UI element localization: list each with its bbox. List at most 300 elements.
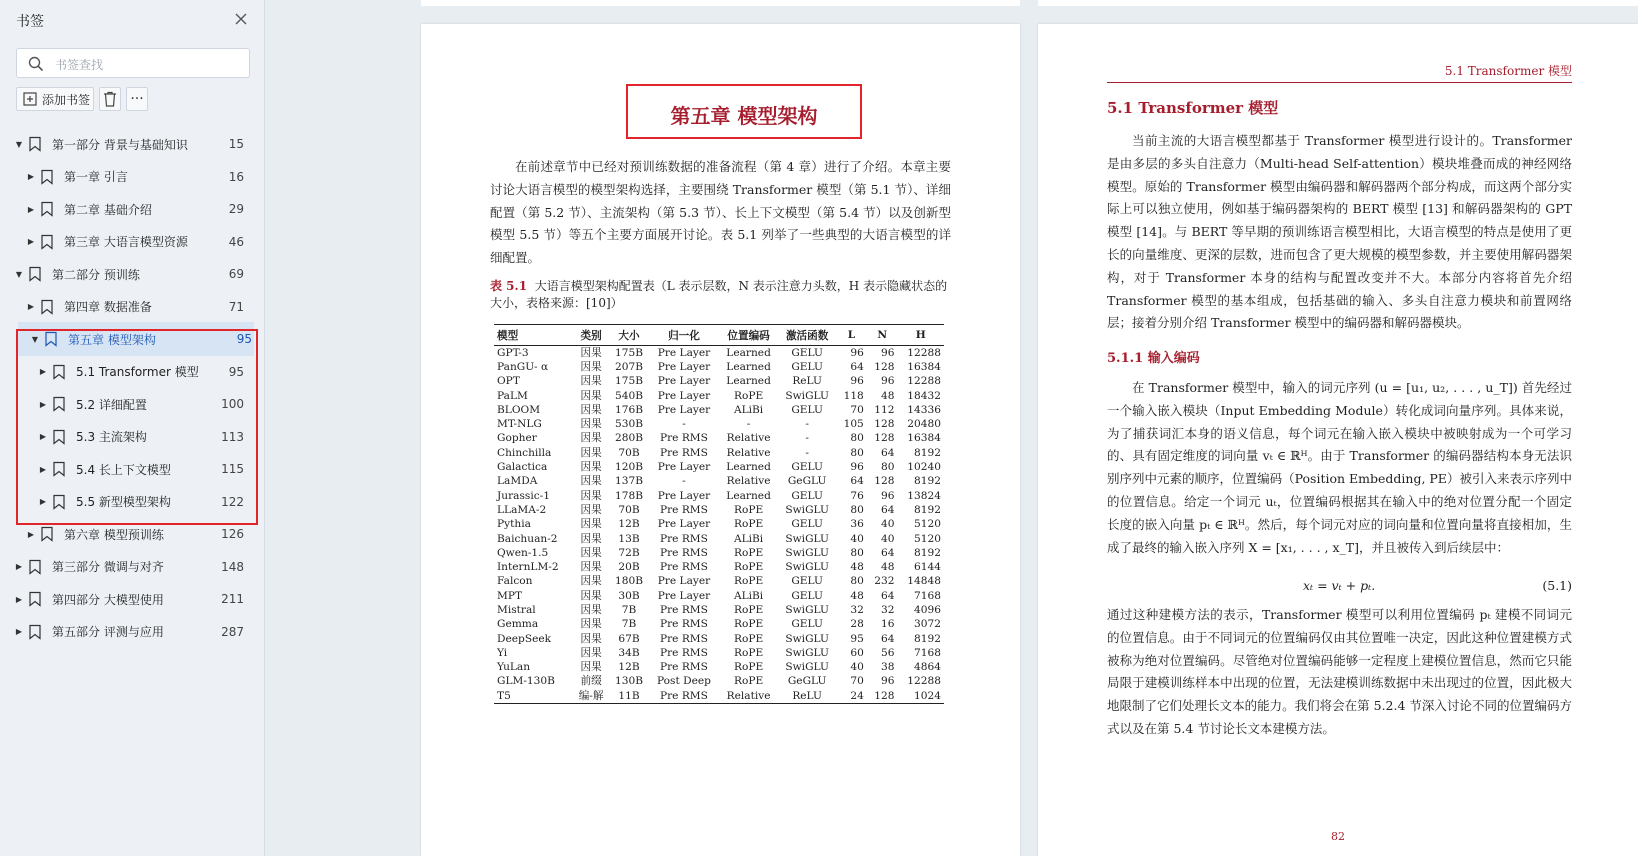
table-cell: 80 bbox=[850, 432, 864, 445]
table-cell: Pre Layer bbox=[657, 575, 711, 588]
table-cell: GeGLU bbox=[787, 475, 827, 488]
table-cell: ReLU bbox=[792, 375, 822, 388]
table-cell: 128 bbox=[874, 360, 895, 373]
previous-page-edge-left bbox=[421, 0, 1020, 6]
bookmark-icon bbox=[28, 266, 42, 282]
table-cell: MPT bbox=[497, 589, 523, 602]
table-cell: 因果 bbox=[580, 475, 602, 488]
table-cell: 因果 bbox=[580, 403, 602, 416]
table-cell: PaLM bbox=[497, 389, 528, 402]
table-cell: 96 bbox=[881, 375, 895, 388]
table-label: 表 5.1 bbox=[490, 279, 528, 293]
table-column-header: L bbox=[836, 325, 867, 346]
pdf-page-right bbox=[1038, 24, 1638, 856]
table-cell: Learned bbox=[726, 461, 771, 474]
table-cell: Pre Layer bbox=[657, 461, 711, 474]
table-cell: 38 bbox=[881, 661, 895, 674]
table-cell: 7B bbox=[621, 603, 637, 616]
table-cell: 1024 bbox=[898, 689, 945, 704]
table-cell: SwiGLU bbox=[785, 632, 829, 645]
table-cell: Chinchilla bbox=[497, 446, 552, 459]
table-cell: 16384 bbox=[907, 360, 941, 373]
search-placeholder: 书签查找 bbox=[55, 58, 104, 72]
table-column-header: 归一化 bbox=[649, 325, 719, 346]
table-cell: Pre Layer bbox=[657, 589, 711, 602]
bookmark-label: 第四章 数据准备 bbox=[64, 300, 152, 314]
section-paragraph-3: 通过这种建模方法的表示，Transformer 模型可以利用位置编码 pₜ 建模不同词元的位置信息。由于不同词元的位置编码仅由其位置唯一决定，因此这种位置建模方式被称为绝对位置编码。尽管绝对位置编码能够一定程度上建模位置信息，然而它只能局限于建模训练样本中出现的位置，无法建模训练数据中未出现过的位置，因此极大地限制了它们处理长文本的能力。我们将会在第 5.2.4 节深入讨论不同的位置编码方式以及在第 5.4 节讨论长文本建模方法。 bbox=[1107, 607, 1572, 736]
table-row bbox=[494, 446, 944, 460]
table-cell: 因果 bbox=[580, 646, 602, 659]
expand-arrow-icon[interactable]: ▶ bbox=[27, 529, 35, 539]
table-row bbox=[494, 560, 944, 574]
table-cell: Pre RMS bbox=[659, 561, 708, 574]
table-cell: - bbox=[682, 418, 686, 431]
table-cell: 36 bbox=[850, 518, 864, 531]
table-cell: Learned bbox=[726, 360, 771, 373]
table-row bbox=[494, 346, 944, 361]
bookmark-icon bbox=[52, 429, 66, 445]
bookmark-icon bbox=[52, 494, 66, 510]
table-cell: GLM-130B bbox=[497, 675, 555, 688]
more-options-button[interactable] bbox=[126, 87, 148, 111]
bookmark-item[interactable] bbox=[18, 322, 254, 356]
bookmark-item[interactable] bbox=[0, 290, 264, 324]
bookmark-icon bbox=[40, 234, 54, 250]
table-cell: 因果 bbox=[580, 632, 602, 645]
bookmark-search-input[interactable] bbox=[16, 48, 250, 78]
table-cell: 7B bbox=[621, 618, 637, 631]
bookmark-page-number: 148 bbox=[221, 559, 244, 574]
table-cell: 因果 bbox=[580, 346, 602, 359]
table-column-header: H bbox=[898, 325, 945, 346]
table-cell: RoPE bbox=[733, 575, 764, 588]
expand-arrow-icon[interactable]: ▶ bbox=[39, 464, 47, 474]
table-cell: 因果 bbox=[580, 389, 602, 402]
table-cell: RoPE bbox=[733, 675, 764, 688]
bookmark-icon bbox=[40, 526, 54, 542]
table-cell: LaMDA bbox=[497, 475, 538, 488]
section-paragraph-1: 当前主流的大语言模型都基于 Transformer 模型进行设计的。Transformer 是由多层的多头自注意力（Multi-head Self-attention）模块堆叠而成的神经网络模型。原始的 Transformer 模型由编码器和解码器两个部分构成，而这两个部分实际上可以独立使用，例如基于编码器架构的 BERT 模型 [13] 和解码器架构的 GPT 模型 [14]。与 BERT 等早期的预训练语言模型相比，大语言模型的特点是使用了更长的向量维度、更深的层数，进而包含了更大规模的模型参数，并主要使用解码器架构，对于 Transformer 本身的结构与配置改变并不大。本部分内容将首先介绍 Transformer 模型的基本组成，包括基础的输入、多头自注意力模块和前置网络层；接着分别介绍 Transformer 模型中的编码器和解码器模块。 bbox=[1107, 133, 1572, 331]
table-column-header: 模型 bbox=[494, 325, 573, 346]
table-cell: 3072 bbox=[914, 618, 941, 631]
table-cell: 120B bbox=[614, 461, 643, 474]
table-cell: 48 bbox=[850, 561, 864, 574]
table-cell: 128 bbox=[867, 689, 898, 704]
expand-arrow-icon[interactable]: ▶ bbox=[15, 627, 23, 636]
table-cell: 12B bbox=[618, 661, 640, 674]
table-cell: 因果 bbox=[580, 489, 602, 502]
table-cell: 48 bbox=[850, 589, 864, 602]
table-cell: 因果 bbox=[580, 618, 602, 631]
table-cell: 60 bbox=[850, 646, 864, 659]
table-cell: 24 bbox=[836, 689, 867, 704]
table-cell: 112 bbox=[874, 403, 895, 416]
table-cell: 13B bbox=[618, 532, 640, 545]
table-cell: 8192 bbox=[914, 503, 941, 516]
table-column-header: N bbox=[867, 325, 898, 346]
table-row bbox=[494, 589, 944, 603]
table-cell: 因果 bbox=[580, 418, 602, 431]
bookmark-icon bbox=[52, 461, 66, 477]
table-cell: 96 bbox=[850, 375, 864, 388]
bookmark-label: 5.5 新型模型架构 bbox=[76, 495, 171, 509]
table-cell: MT-NLG bbox=[497, 418, 542, 431]
previous-page-edge-right bbox=[1038, 0, 1638, 6]
table-cell: 96 bbox=[881, 489, 895, 502]
bookmark-item[interactable] bbox=[0, 550, 264, 584]
chapter-intro: 在前述章节中已经对预训练数据的准备流程（第 4 章）进行了介绍。本章主要讨论大语言模型的模型架构选择，主要围绕 Transformer 模型（第 5.1 节）、详细配置（第 5.2 节）、主流架构（第 5.3 节）、长上下文模型（第 5.4 节）以及创新型模型 5.5 节）等五个主要方面展开讨论。表 5.1 列举了一些典型的大语言模型的详细配置。 bbox=[490, 159, 951, 266]
table-cell: RoPE bbox=[733, 561, 764, 574]
table-cell: 70B bbox=[618, 503, 640, 516]
table-cell: Pre RMS bbox=[659, 661, 708, 674]
table-cell: 5120 bbox=[914, 518, 941, 531]
table-cell: RoPE bbox=[733, 632, 764, 645]
table-cell: BLOOM bbox=[497, 403, 541, 416]
table-cell: - bbox=[805, 446, 809, 459]
table-cell: Relative bbox=[726, 432, 771, 445]
table-cell: 96 bbox=[850, 461, 864, 474]
expand-arrow-icon[interactable]: ▶ bbox=[27, 302, 35, 311]
bookmark-label: 5.3 主流架构 bbox=[76, 430, 147, 444]
table-cell: 6144 bbox=[914, 561, 941, 574]
table-cell: RoPE bbox=[733, 389, 764, 402]
table-cell: SwiGLU bbox=[785, 603, 829, 616]
table-cell: 11B bbox=[609, 689, 649, 704]
table-cell: Mistral bbox=[497, 603, 536, 616]
bookmark-item[interactable] bbox=[0, 257, 264, 291]
chapter-title: 第五章 模型架构 bbox=[670, 104, 818, 128]
bookmark-item[interactable] bbox=[0, 452, 264, 486]
table-row bbox=[494, 460, 944, 474]
table-caption bbox=[490, 278, 951, 312]
bookmark-item[interactable] bbox=[0, 485, 264, 519]
bookmark-icon bbox=[40, 201, 54, 217]
collapse-arrow-icon[interactable]: ▼ bbox=[15, 139, 23, 149]
table-cell: 48 bbox=[881, 389, 895, 402]
table-row bbox=[494, 575, 944, 589]
table-cell: 因果 bbox=[580, 503, 602, 516]
table-row bbox=[494, 503, 944, 517]
table-row bbox=[494, 661, 944, 675]
bookmark-item[interactable] bbox=[0, 127, 264, 161]
table-cell: 因果 bbox=[580, 532, 602, 545]
table-cell: GELU bbox=[791, 618, 823, 631]
table-cell: 4096 bbox=[914, 603, 941, 616]
table-cell: SwiGLU bbox=[785, 661, 829, 674]
table-cell: Pythia bbox=[497, 518, 531, 531]
bookmark-item[interactable] bbox=[0, 355, 264, 389]
expand-arrow-icon[interactable]: ▶ bbox=[39, 399, 47, 409]
table-cell: 16384 bbox=[907, 432, 941, 445]
table-cell: RoPE bbox=[733, 661, 764, 674]
table-cell: 96 bbox=[850, 346, 864, 359]
table-cell: 80 bbox=[850, 503, 864, 516]
table-cell: 232 bbox=[874, 575, 895, 588]
table-cell: 175B bbox=[614, 346, 643, 359]
table-row bbox=[494, 689, 944, 704]
table-cell: 12B bbox=[618, 518, 640, 531]
table-cell: 96 bbox=[881, 346, 895, 359]
table-cell: 137B bbox=[614, 475, 643, 488]
bookmark-label: 第五章 模型架构 bbox=[68, 332, 156, 347]
table-column-header: 激活函数 bbox=[778, 325, 836, 346]
table-cell: Qwen-1.5 bbox=[497, 546, 549, 559]
table-cell: 8192 bbox=[914, 546, 941, 559]
table-cell: Galactica bbox=[497, 461, 548, 474]
bookmark-item[interactable] bbox=[0, 192, 264, 226]
table-cell: Pre RMS bbox=[659, 503, 708, 516]
table-cell: SwiGLU bbox=[785, 561, 829, 574]
equation-number: (5.1) bbox=[1542, 578, 1572, 593]
bookmark-icon bbox=[40, 169, 54, 185]
running-head: 5.1 Transformer 模型 bbox=[1107, 62, 1572, 83]
trash-icon bbox=[103, 91, 117, 107]
bookmark-page-number: 122 bbox=[221, 494, 244, 509]
table-cell: 130B bbox=[614, 675, 643, 688]
table-cell: RoPE bbox=[733, 518, 764, 531]
bookmark-page-number: 113 bbox=[221, 429, 244, 444]
table-cell: 因果 bbox=[580, 603, 602, 616]
table-cell: Pre RMS bbox=[659, 446, 708, 459]
table-cell: 5120 bbox=[914, 532, 941, 545]
table-cell: GELU bbox=[791, 461, 823, 474]
table-cell: 64 bbox=[881, 503, 895, 516]
table-cell: Pre RMS bbox=[659, 546, 708, 559]
table-cell: 207B bbox=[614, 360, 643, 373]
table-cell: 180B bbox=[614, 575, 643, 588]
collapse-arrow-icon[interactable]: ▼ bbox=[15, 269, 23, 279]
table-cell: Relative bbox=[726, 446, 771, 459]
table-cell: 280B bbox=[614, 432, 643, 445]
table-cell: Pre RMS bbox=[659, 618, 708, 631]
table-cell: Pre Layer bbox=[657, 389, 711, 402]
pdf-page-left bbox=[421, 24, 1020, 856]
table-cell: Pre RMS bbox=[659, 432, 708, 445]
expand-arrow-icon[interactable]: ▶ bbox=[39, 367, 47, 376]
bookmark-icon bbox=[28, 591, 42, 607]
more-icon: ··· bbox=[130, 91, 144, 107]
table-cell: 64 bbox=[881, 589, 895, 602]
table-row bbox=[494, 360, 944, 374]
bookmark-item[interactable] bbox=[0, 517, 264, 551]
table-row bbox=[494, 632, 944, 646]
table-cell: T5 bbox=[494, 689, 573, 704]
table-cell: SwiGLU bbox=[785, 503, 829, 516]
table-cell: SwiGLU bbox=[785, 546, 829, 559]
table-cell: SwiGLU bbox=[785, 532, 829, 545]
add-bookmark-button[interactable] bbox=[16, 87, 94, 111]
bookmark-icon bbox=[28, 624, 42, 640]
table-cell: 80 bbox=[850, 575, 864, 588]
bookmark-label: 5.4 长上下文模型 bbox=[76, 462, 171, 477]
table-cell: 128 bbox=[874, 475, 895, 488]
table-cell: 13824 bbox=[907, 489, 941, 502]
table-cell: LLaMA-2 bbox=[497, 503, 547, 516]
table-cell: 前缀 bbox=[580, 675, 602, 688]
table-cell: GELU bbox=[791, 518, 823, 531]
table-cell: - bbox=[805, 418, 809, 431]
bookmark-label: 第三章 大语言模型资源 bbox=[64, 235, 188, 249]
bookmark-item[interactable] bbox=[0, 582, 264, 616]
table-cell: 64 bbox=[881, 446, 895, 459]
table-row bbox=[494, 403, 944, 417]
table-row bbox=[494, 675, 944, 689]
table-cell: 28 bbox=[850, 618, 864, 631]
expand-arrow-icon[interactable]: ▶ bbox=[39, 432, 47, 441]
table-cell: 128 bbox=[874, 418, 895, 431]
bookmark-label: 5.2 详细配置 bbox=[76, 397, 147, 412]
table-cell: 118 bbox=[843, 389, 864, 402]
add-bookmark-label: 添加书签 bbox=[42, 92, 91, 107]
table-row bbox=[494, 389, 944, 403]
bookmark-label: 5.1 Transformer 模型 bbox=[76, 365, 199, 379]
table-cell: - bbox=[682, 475, 686, 488]
bookmark-icon bbox=[44, 331, 58, 347]
bookmark-item[interactable] bbox=[0, 420, 264, 454]
close-icon[interactable] bbox=[232, 10, 250, 28]
expand-arrow-icon[interactable]: ▶ bbox=[27, 204, 35, 214]
bookmark-label: 第二章 基础介绍 bbox=[64, 202, 152, 217]
table-cell: 20B bbox=[618, 561, 640, 574]
bookmark-page-number: 211 bbox=[221, 592, 244, 606]
table-cell: 32 bbox=[881, 603, 895, 616]
table-cell: Pre RMS bbox=[659, 646, 708, 659]
bookmark-label: 第一部分 背景与基础知识 bbox=[52, 137, 188, 152]
table-cell: Relative bbox=[719, 689, 778, 704]
bookmark-label: 第三部分 微调与对齐 bbox=[52, 560, 164, 574]
bookmark-item[interactable] bbox=[0, 160, 264, 194]
table-caption-text: 大语言模型架构配置表（L 表示层数，N 表示注意力头数，H 表示隐藏状态的大小，表格来源：[10]） bbox=[490, 279, 948, 310]
expand-arrow-icon[interactable]: ▶ bbox=[15, 594, 23, 604]
table-cell: 10240 bbox=[907, 461, 941, 474]
table-column-header: 大小 bbox=[609, 325, 649, 346]
table-cell: Falcon bbox=[497, 575, 533, 588]
table-cell: 因果 bbox=[580, 375, 602, 388]
expand-arrow-icon[interactable]: ▶ bbox=[39, 497, 47, 506]
expand-arrow-icon[interactable]: ▶ bbox=[27, 172, 35, 181]
table-cell: GELU bbox=[791, 489, 823, 502]
bookmark-page-number: 287 bbox=[221, 624, 244, 639]
table-cell: 530B bbox=[614, 418, 643, 431]
bookmark-icon bbox=[52, 396, 66, 412]
table-cell: 64 bbox=[881, 632, 895, 645]
table-cell: 因果 bbox=[580, 360, 602, 373]
table-cell: - bbox=[805, 432, 809, 445]
table-cell: 95 bbox=[850, 632, 864, 645]
table-cell: 34B bbox=[618, 646, 640, 659]
expand-arrow-icon[interactable]: ▶ bbox=[27, 237, 35, 246]
table-cell: Pre Layer bbox=[657, 375, 711, 388]
table-cell: Pre RMS bbox=[649, 689, 719, 704]
table-cell: 因果 bbox=[580, 561, 602, 574]
table-cell: GPT-3 bbox=[497, 346, 529, 359]
table-cell: Pre RMS bbox=[659, 603, 708, 616]
bookmark-page-number: 95 bbox=[236, 332, 252, 346]
table-row bbox=[494, 618, 944, 632]
table-row bbox=[494, 432, 944, 446]
table-cell: 因果 bbox=[580, 546, 602, 559]
table-row bbox=[494, 489, 944, 503]
table-cell: RoPE bbox=[733, 546, 764, 559]
table-cell: 8192 bbox=[914, 475, 941, 488]
table-cell: 56 bbox=[881, 646, 895, 659]
table-cell: 64 bbox=[881, 546, 895, 559]
bookmark-panel bbox=[0, 0, 265, 856]
table-row bbox=[494, 646, 944, 660]
bookmark-item[interactable] bbox=[0, 615, 264, 649]
table-cell: 因果 bbox=[580, 461, 602, 474]
table-cell: - bbox=[746, 418, 751, 431]
table-cell: GeGLU bbox=[787, 675, 827, 688]
table-cell: 12288 bbox=[907, 375, 941, 388]
table-cell: RoPE bbox=[733, 503, 764, 516]
bookmark-page-number: 95 bbox=[228, 364, 244, 379]
table-cell: 14848 bbox=[907, 575, 941, 588]
table-cell: ALiBi bbox=[733, 403, 764, 416]
table-cell: 12288 bbox=[907, 346, 941, 359]
table-cell: 因果 bbox=[580, 661, 602, 674]
table-column-header: 类别 bbox=[573, 325, 609, 346]
bookmark-page-number: 100 bbox=[221, 397, 244, 411]
panel-title: 书签 bbox=[16, 14, 44, 30]
bookmark-label: 第五部分 评测与应用 bbox=[52, 625, 164, 639]
subsection-title: 5.1.1 输入编码 bbox=[1107, 351, 1200, 366]
table-cell: 80 bbox=[850, 446, 864, 459]
table-cell: OPT bbox=[497, 375, 520, 388]
bookmark-item[interactable] bbox=[0, 225, 264, 259]
table-cell: Pre Layer bbox=[657, 360, 711, 373]
search-icon bbox=[27, 55, 45, 73]
table-cell: Learned bbox=[726, 375, 771, 388]
add-bookmark-icon bbox=[22, 91, 38, 107]
bookmark-page-number: 69 bbox=[228, 267, 244, 281]
bookmark-icon bbox=[28, 136, 42, 152]
table-cell: 7168 bbox=[914, 646, 941, 659]
expand-arrow-icon[interactable]: ▶ bbox=[15, 562, 23, 571]
bookmark-page-number: 16 bbox=[228, 169, 244, 184]
section-paragraph-2: 在 Transformer 模型中，输入的词元序列 (u = [u₁, u₂, . . . , u_T]) 首先经过一个输入嵌入模块（Input Embedding Module）转化成词向量序列。具体来说，为了捕获词汇本身的语义信息，每个词元在输入嵌入模块中被映射成为一个可学习的、具有固定维度的词向量 vₜ ∈ ℝᴴ。由于 Transformer 的编码器结构本身无法识别序列中元素的顺序，位置编码（Position Embedding, PE）被引入来表示序列中的位置信息。给定一个词元 uₜ，位置编码根据其在输入中的绝对位置分配一个固定长度的嵌入向量 pₜ ∈ ℝᴴ。然后，每个词元对应的词向量和位置向量将直接相加，生成了最终的输入嵌入序列 X = [x₁, . . . , x_T]，并且被传入到后续层中： bbox=[1107, 380, 1572, 555]
table-cell: 32 bbox=[850, 603, 864, 616]
bookmark-page-number: 126 bbox=[221, 527, 244, 541]
table-cell: 76 bbox=[850, 489, 864, 502]
bookmark-item[interactable] bbox=[0, 387, 264, 421]
section-title: 5.1 Transformer 模型 bbox=[1107, 99, 1279, 117]
table-column-header: 位置编码 bbox=[719, 325, 778, 346]
table-cell: 4864 bbox=[914, 661, 941, 674]
table-row bbox=[494, 417, 944, 431]
table-cell: 178B bbox=[614, 489, 643, 502]
bookmark-page-number: 15 bbox=[228, 137, 244, 151]
collapse-arrow-icon[interactable]: ▼ bbox=[31, 334, 39, 344]
table-cell: ReLU bbox=[778, 689, 836, 704]
table-cell: Yi bbox=[497, 646, 508, 659]
table-cell: 30B bbox=[618, 589, 640, 602]
table-cell: Pre RMS bbox=[659, 632, 708, 645]
table-cell: GELU bbox=[791, 360, 823, 373]
table-cell: 176B bbox=[614, 403, 643, 416]
table-cell: 18432 bbox=[907, 389, 941, 402]
chapter-title-highlight bbox=[626, 84, 862, 139]
table-cell: Relative bbox=[726, 475, 771, 488]
delete-bookmark-button[interactable] bbox=[99, 87, 121, 111]
table-cell: 因果 bbox=[580, 518, 602, 531]
table-cell: DeepSeek bbox=[497, 632, 552, 645]
table-cell: 40 bbox=[881, 532, 895, 545]
table-cell: 16 bbox=[881, 618, 895, 631]
table-cell: ALiBi bbox=[733, 532, 764, 545]
table-cell: ALiBi bbox=[733, 589, 764, 602]
table-cell: 540B bbox=[614, 389, 643, 402]
